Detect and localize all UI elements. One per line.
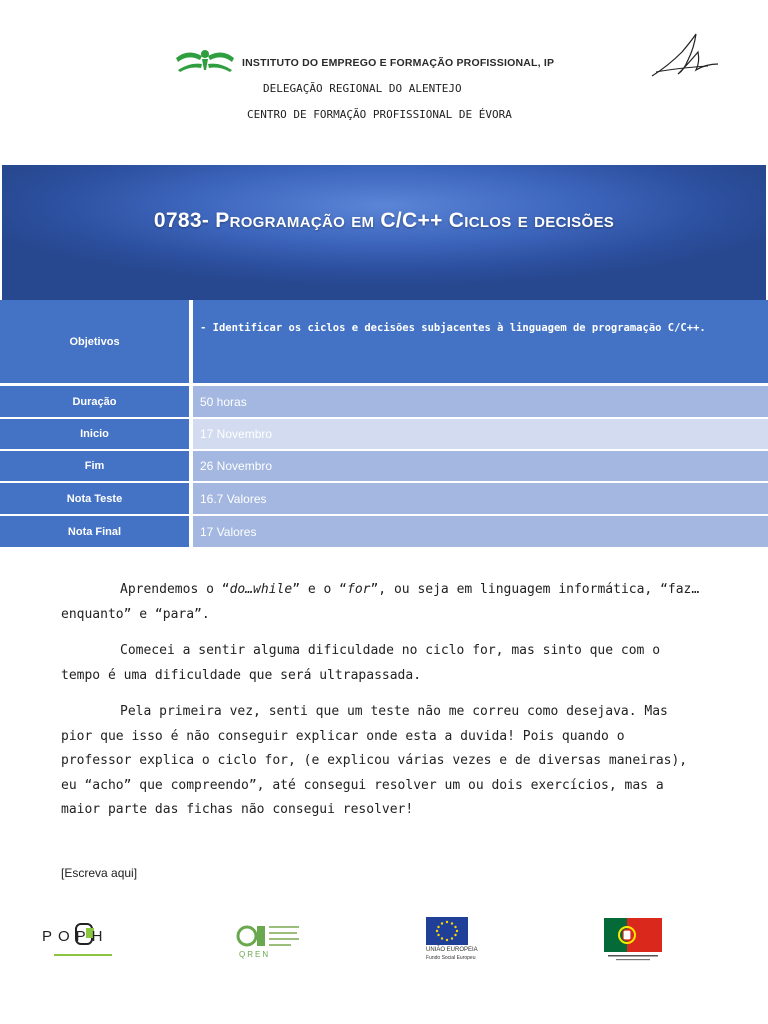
paragraph-1: Aprendemos o “do…while” e o “for”, ou seja em linguagem informática, “faz… enquanto” e “para”. [61,582,700,622]
portugal-flag-icon [604,918,662,952]
title-banner [2,165,766,300]
portugal-logo [602,918,664,964]
label-duracao: Duração [0,386,189,417]
label-nota-teste: Nota Teste [0,483,189,514]
eu-caption: UNIÃO EUROPEIA [426,947,478,953]
value-inicio: 17 Novembro [193,419,768,449]
paragraph-2: Comecei a sentir alguma dificuldade no ciclo for, mas sinto que com o tempo é uma dificuldade que será ultrapassada. [61,643,661,683]
eu-flag-icon [426,917,468,945]
poph-logo [40,920,126,960]
reflection-text [61,578,701,835]
signature-icon [648,30,720,82]
label-nota-final: Nota Final [0,516,189,547]
label-objetivos: Objetivos [0,300,189,383]
poph-text: POPH [42,928,109,945]
info-table [0,300,768,548]
institute-name: INSTITUTO DO EMPREGO E FORMAÇÃO PROFISSIONAL, IP [242,57,555,69]
paragraph-3: Pela primeira vez, senti que um teste não me correu como desejava. Mas pior que isso é não conseguir explicar onde esta a duvida! Pois quando o professor explica o ciclo for, (e explicou várias vezes e de diversas maneiras), eu “acho” que compreendo”, até consegui resolver um ou dois exercícios, mas a maior parte das fichas não consegui resolver! [61,704,688,817]
qren-logo [229,912,309,962]
placeholder-text[interactable]: [Escreva aqui] [61,866,138,880]
eu-subcaption: Fundo Social Europeu [426,955,476,961]
value-nota-teste: 16.7 Valores [193,483,768,514]
value-objetivos: - Identificar os ciclos e decisões subjacentes à linguagem de programação C/C++. [193,300,768,383]
value-fim: 26 Novembro [193,451,768,481]
course-title: 0783- Programação em C/C++ Ciclos e decisões [153,209,615,232]
value-nota-final: 17 Valores [193,516,768,547]
eu-logo [424,917,484,963]
label-fim: Fim [0,451,189,481]
iefp-logo-icon [174,44,236,74]
regional-delegation: DELEGAÇÃO REGIONAL DO ALENTEJO [263,82,462,95]
label-inicio: Inicio [0,419,189,449]
training-center: CENTRO DE FORMAÇÃO PROFISSIONAL DE ÉVORA [247,108,512,121]
value-duracao: 50 horas [193,386,768,417]
government-caption-icon [604,954,662,962]
qren-text: QREN [239,950,271,959]
